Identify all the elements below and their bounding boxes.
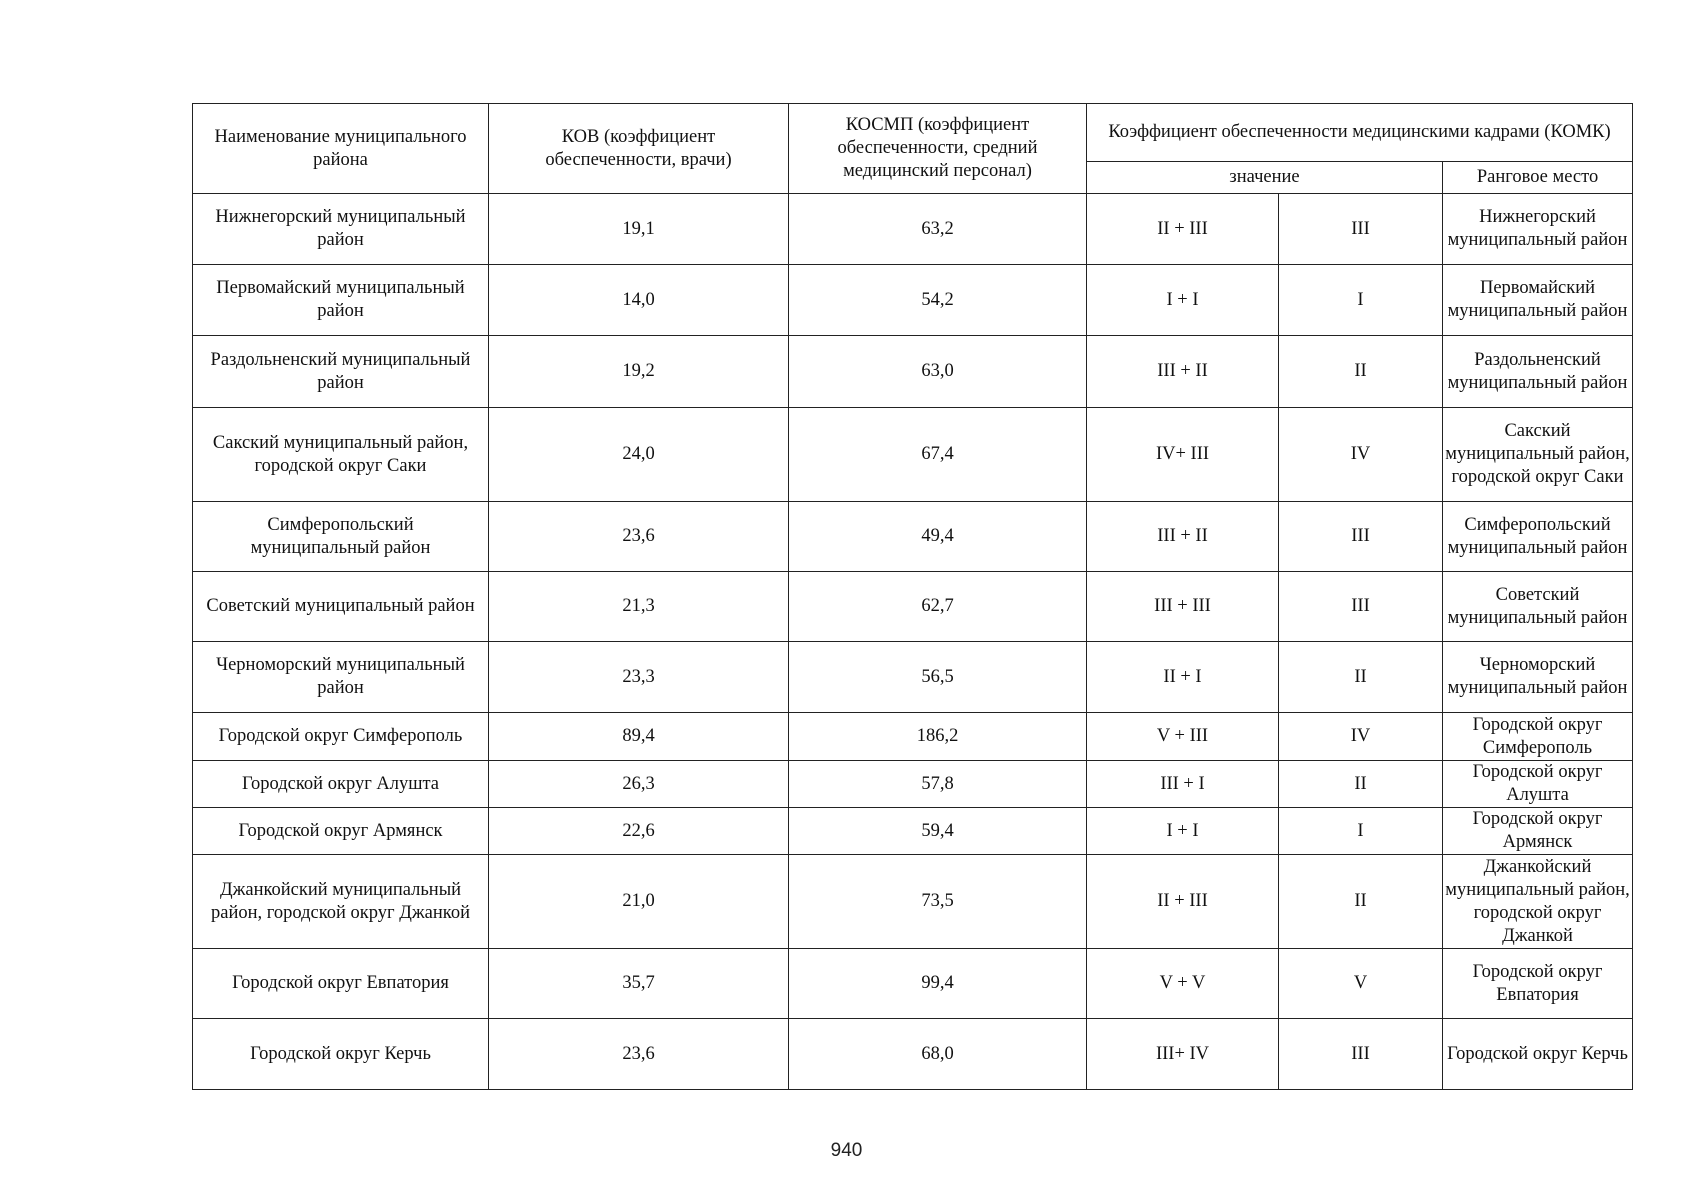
- table-row: [193, 265, 1633, 336]
- kov-cell: 22,6: [489, 808, 789, 855]
- kov-cell: 26,3: [489, 761, 789, 808]
- kov-cell: 14,0: [489, 265, 789, 336]
- sum-cell: IV+ III: [1087, 408, 1279, 502]
- kov-cell: 23,3: [489, 642, 789, 713]
- value-cell: II: [1279, 855, 1443, 949]
- kov-cell: 35,7: [489, 949, 789, 1019]
- name-cell: Первомайский муниципальный район: [193, 265, 489, 336]
- rank-cell: Городской округ Армянск: [1443, 808, 1633, 855]
- rank-cell: Городской округ Алушта: [1443, 761, 1633, 808]
- name-cell: Советский муниципальный район: [193, 572, 489, 642]
- header-komk: Коэффициент обеспеченности медицинскими кадрами (КОМК): [1087, 104, 1633, 162]
- table-row: [193, 502, 1633, 572]
- kov-cell: 21,0: [489, 855, 789, 949]
- sum-cell: II + III: [1087, 194, 1279, 265]
- name-cell: Городской округ Армянск: [193, 808, 489, 855]
- kosmp-cell: 99,4: [789, 949, 1087, 1019]
- header-kosmp: КОСМП (коэффициент обеспеченности, средний медицинский персонал): [789, 104, 1087, 194]
- kosmp-cell: 56,5: [789, 642, 1087, 713]
- kosmp-cell: 59,4: [789, 808, 1087, 855]
- coefficient-table: [192, 103, 1633, 1090]
- sum-cell: III + II: [1087, 336, 1279, 408]
- value-cell: III: [1279, 1019, 1443, 1090]
- kosmp-cell: 62,7: [789, 572, 1087, 642]
- sum-cell: III+ IV: [1087, 1019, 1279, 1090]
- rank-cell: Сакский муниципальный район, городской округ Саки: [1443, 408, 1633, 502]
- kov-cell: 19,1: [489, 194, 789, 265]
- table-row: [193, 761, 1633, 808]
- sum-cell: I + I: [1087, 265, 1279, 336]
- kosmp-cell: 57,8: [789, 761, 1087, 808]
- table-row: [193, 408, 1633, 502]
- table-row: [193, 1019, 1633, 1090]
- name-cell: Городской округ Керчь: [193, 1019, 489, 1090]
- rank-cell: Черноморский муниципальный район: [1443, 642, 1633, 713]
- value-cell: II: [1279, 642, 1443, 713]
- table-row: [193, 572, 1633, 642]
- name-cell: Черноморский муниципальный район: [193, 642, 489, 713]
- sum-cell: II + III: [1087, 855, 1279, 949]
- rank-cell: Раздольненский муниципальный район: [1443, 336, 1633, 408]
- table-row: [193, 336, 1633, 408]
- kosmp-cell: 54,2: [789, 265, 1087, 336]
- sum-cell: V + III: [1087, 713, 1279, 761]
- table-body: [193, 194, 1633, 1090]
- kov-cell: 23,6: [489, 1019, 789, 1090]
- kosmp-cell: 67,4: [789, 408, 1087, 502]
- table-row: [193, 713, 1633, 761]
- header-kov: КОВ (коэффициент обеспеченности, врачи): [489, 104, 789, 194]
- page-number: 940: [830, 1140, 863, 1161]
- rank-cell: Городской округ Керчь: [1443, 1019, 1633, 1090]
- name-cell: Городской округ Евпатория: [193, 949, 489, 1019]
- name-cell: Городской округ Симферополь: [193, 713, 489, 761]
- table-row: [193, 642, 1633, 713]
- rank-cell: Нижнегорский муниципальный район: [1443, 194, 1633, 265]
- table-row: [193, 808, 1633, 855]
- value-cell: II: [1279, 761, 1443, 808]
- name-cell: Симферопольский муниципальный район: [193, 502, 489, 572]
- rank-cell: Симферопольский муниципальный район: [1443, 502, 1633, 572]
- name-cell: Городской округ Алушта: [193, 761, 489, 808]
- value-cell: II: [1279, 336, 1443, 408]
- value-cell: I: [1279, 808, 1443, 855]
- kosmp-cell: 63,0: [789, 336, 1087, 408]
- header-rank: Ранговое место: [1443, 162, 1633, 194]
- value-cell: IV: [1279, 408, 1443, 502]
- kov-cell: 89,4: [489, 713, 789, 761]
- kosmp-cell: 49,4: [789, 502, 1087, 572]
- rank-cell: Джанкойский муниципальный район, городской округ Джанкой: [1443, 855, 1633, 949]
- table-row: [193, 949, 1633, 1019]
- rank-cell: Первомайский муниципальный район: [1443, 265, 1633, 336]
- table-row: [193, 194, 1633, 265]
- kov-cell: 21,3: [489, 572, 789, 642]
- kosmp-cell: 68,0: [789, 1019, 1087, 1090]
- sum-cell: V + V: [1087, 949, 1279, 1019]
- rank-cell: Городской округ Симферополь: [1443, 713, 1633, 761]
- value-cell: III: [1279, 502, 1443, 572]
- rank-cell: Городской округ Евпатория: [1443, 949, 1633, 1019]
- kov-cell: 19,2: [489, 336, 789, 408]
- kov-cell: 24,0: [489, 408, 789, 502]
- sum-cell: III + III: [1087, 572, 1279, 642]
- sum-cell: III + II: [1087, 502, 1279, 572]
- header-name: Наименование муниципального района: [193, 104, 489, 194]
- kov-cell: 23,6: [489, 502, 789, 572]
- value-cell: III: [1279, 572, 1443, 642]
- value-cell: V: [1279, 949, 1443, 1019]
- table-row: [193, 855, 1633, 949]
- value-cell: IV: [1279, 713, 1443, 761]
- value-cell: I: [1279, 265, 1443, 336]
- name-cell: Нижнегорский муниципальный район: [193, 194, 489, 265]
- sum-cell: III + I: [1087, 761, 1279, 808]
- header-value: значение: [1087, 162, 1443, 194]
- sum-cell: II + I: [1087, 642, 1279, 713]
- value-cell: III: [1279, 194, 1443, 265]
- sum-cell: I + I: [1087, 808, 1279, 855]
- kosmp-cell: 186,2: [789, 713, 1087, 761]
- name-cell: Раздольненский муниципальный район: [193, 336, 489, 408]
- rank-cell: Советский муниципальный район: [1443, 572, 1633, 642]
- name-cell: Джанкойский муниципальный район, городской округ Джанкой: [193, 855, 489, 949]
- name-cell: Сакский муниципальный район, городской округ Саки: [193, 408, 489, 502]
- kosmp-cell: 73,5: [789, 855, 1087, 949]
- kosmp-cell: 63,2: [789, 194, 1087, 265]
